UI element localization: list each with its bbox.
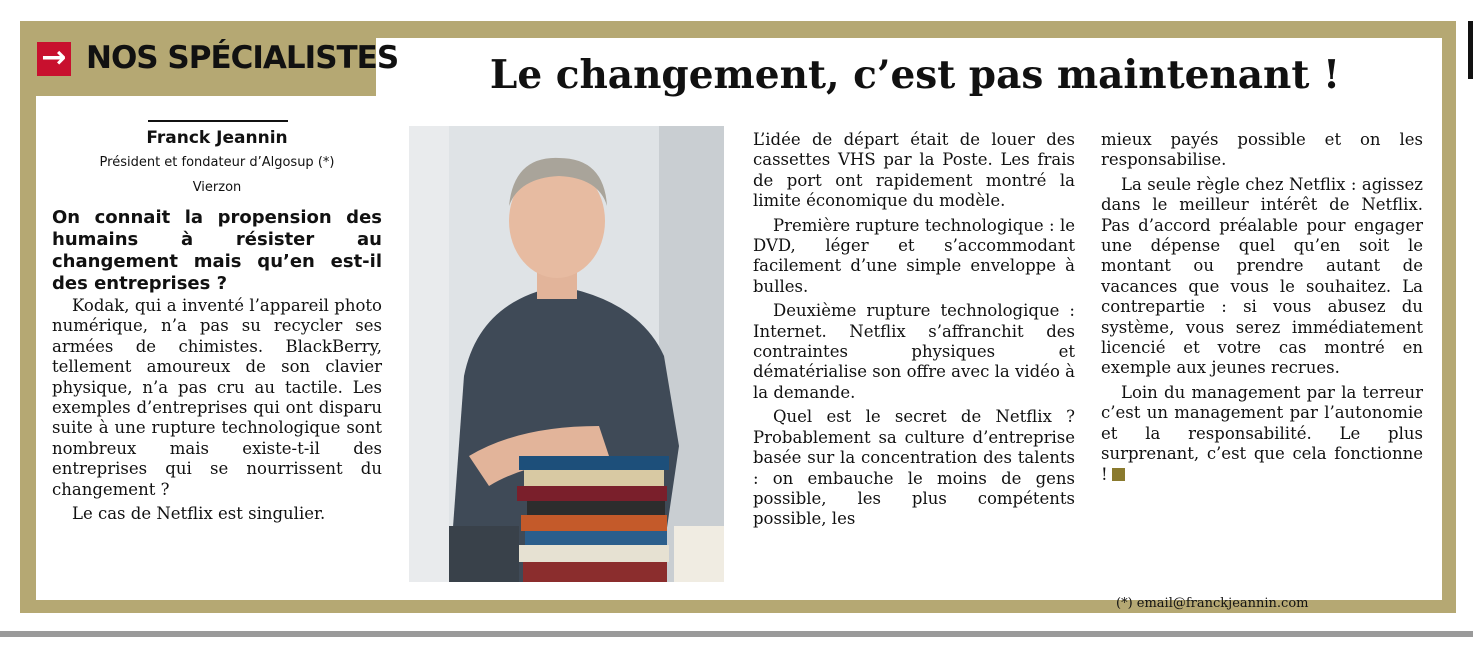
column-3-paragraph-3-text: Loin du management par la terreur c’est un management par l’autonomie et la responsabilité. Le plus surprenant, c’est que cela fonctionne !: [1101, 382, 1423, 484]
headline: Le changement, c’est pas maintenant !: [489, 52, 1341, 98]
column-2-paragraph-3: Deuxième rupture technologique : Internet. Netflix s’affranchit des contraintes physiques et dématérialise son offre avec la vidéo à la demande.: [753, 301, 1075, 402]
column-2: [753, 130, 1075, 530]
author-divider: [148, 120, 288, 122]
lead-paragraph: On connait la propension des humains à résister au changement mais qu’en est-il des entreprises ?: [52, 207, 382, 294]
column-3-paragraph-3: [1101, 383, 1423, 485]
bottom-rule: [0, 631, 1473, 637]
column-2-paragraph-1: L’idée de départ était de louer des cassettes VHS par la Poste. Les frais de port ont rapidement montré la limite économique du modèle.: [753, 130, 1075, 211]
column-3-paragraph-2: La seule règle chez Netflix : agissez dans le meilleur intérêt de Netflix. Pas d’accord préalable pour engager une dépense quel qu’en soit le montant ou prendre autant de vacances que vous le souhaitez. La contrepartie : si vous abusez du système, vous serez immédiatement licencié et votre cas montré en exemple aux jeunes recrues.: [1101, 174, 1423, 378]
arrow-right-icon: →: [37, 42, 71, 76]
author-photo: [409, 126, 724, 582]
column-1-paragraph-1: Kodak, qui a inventé l’appareil photo numérique, n’a pas su recycler ses armées de chimistes. BlackBerry, tellement amoureux de son clavier physique, n’a pas cru au tactile. Les exemples d’entreprises qui ont disparu suite à une rupture technologique sont nombreux mais existe-t-il des entreprises qui se nourrissent du changement ?: [52, 296, 382, 499]
footnote-email: (*) email@franckjeannin.com: [1116, 596, 1309, 611]
author-city: Vierzon: [192, 180, 242, 195]
end-mark-icon: [1112, 468, 1125, 481]
author-role: Président et fondateur d’Algosup (*): [99, 155, 335, 170]
column-1-paragraph-2: Le cas de Netflix est singulier.: [72, 504, 326, 524]
column-3: [1101, 130, 1423, 485]
next-article-edge: [1468, 21, 1473, 79]
column-2-paragraph-4: Quel est le secret de Netflix ? Probablement sa culture d’entreprise basée sur la concentration des talents : on embauche le moins de gens possible, les plus compétents possible, les: [753, 407, 1075, 529]
column-1: [52, 296, 382, 524]
section-label: NOS SPÉCIALISTES: [86, 40, 399, 76]
page-right-edge: [1462, 21, 1473, 631]
column-3-paragraph-1: mieux payés possible et on les responsabilise.: [1101, 130, 1423, 170]
author-photo-illustration: [409, 126, 724, 582]
author-name: Franck Jeannin: [146, 128, 288, 148]
column-2-paragraph-2: Première rupture technologique : le DVD, léger et s’accommodant facilement d’une simple enveloppe à bulles.: [753, 215, 1075, 296]
